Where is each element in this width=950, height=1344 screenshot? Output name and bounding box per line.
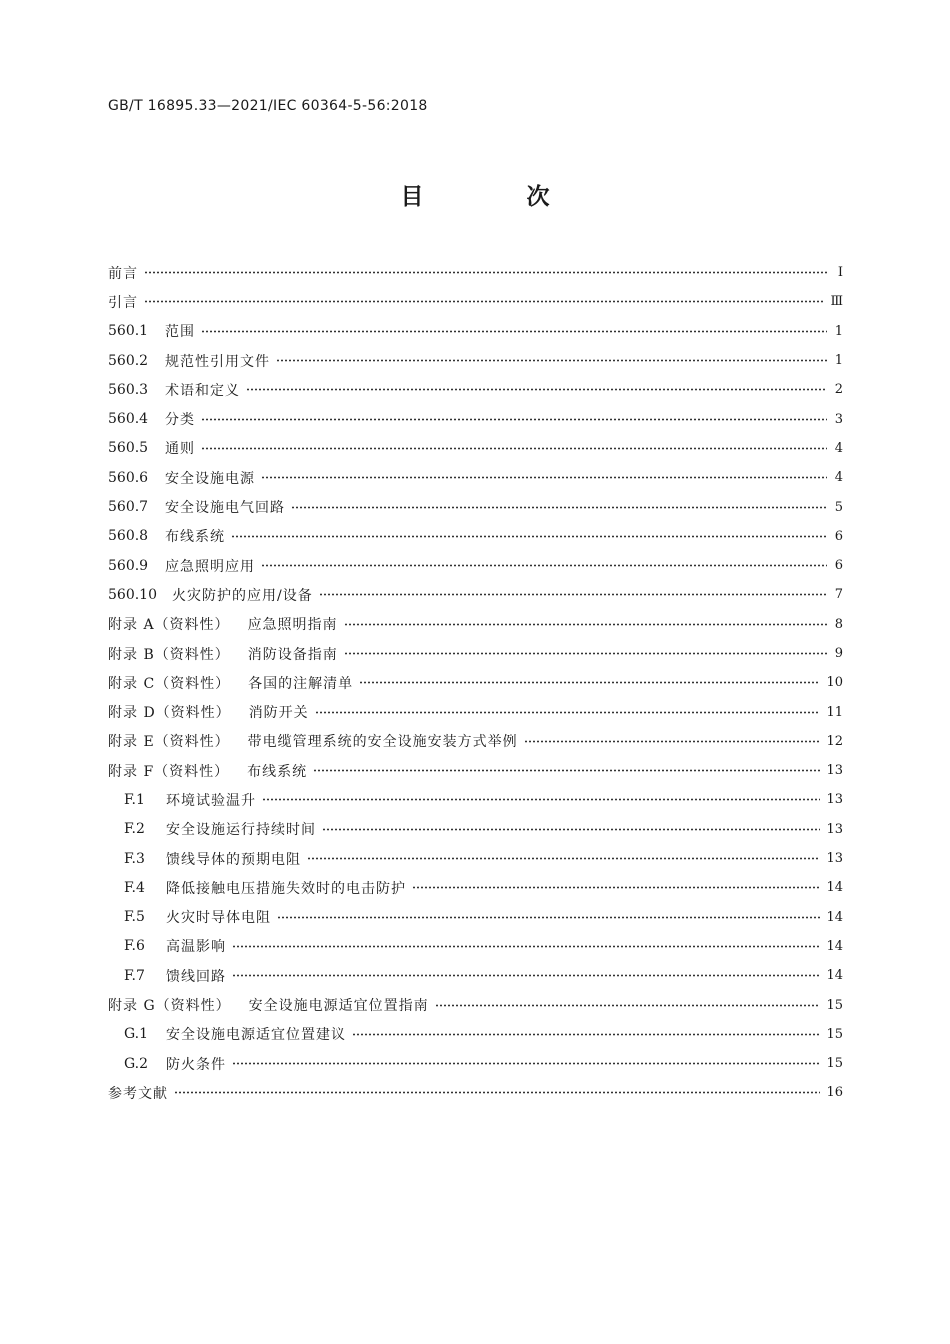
toc-page: 14 <box>826 968 843 984</box>
toc-page: 5 <box>834 499 843 515</box>
toc-label: 安全设施电源 <box>165 470 255 487</box>
toc-label: 防火条件 <box>166 1056 226 1073</box>
toc-page: 13 <box>826 821 843 837</box>
toc-page: 15 <box>826 1056 843 1072</box>
toc-label: 范围 <box>165 324 195 341</box>
toc-page: 4 <box>834 440 843 456</box>
toc-entry[interactable] <box>108 522 843 551</box>
toc-subentry[interactable] <box>108 1020 843 1049</box>
standard-code-header: GB/T 16895.33—2021/IEC 60364-5-56:2018 <box>108 98 428 114</box>
toc-page: 7 <box>834 587 843 603</box>
toc-label: 安全设施电源适宜位置指南 <box>248 998 429 1015</box>
toc-page: 11 <box>826 704 843 720</box>
toc-subentry[interactable] <box>108 844 843 873</box>
toc-page: 14 <box>826 938 843 954</box>
toc-entry-appendix[interactable] <box>108 639 843 668</box>
dot-leader <box>344 623 827 626</box>
dot-leader <box>524 740 821 743</box>
toc-number: 560.10 <box>108 586 157 603</box>
toc-number: F.2 <box>124 821 145 838</box>
dot-leader <box>231 535 827 538</box>
toc-entry-appendix[interactable] <box>108 756 843 785</box>
toc-page: 14 <box>826 880 843 896</box>
toc-appendix-number: 附录 E（资料性） <box>108 734 230 751</box>
dot-leader <box>344 652 827 655</box>
toc-page: 13 <box>826 851 843 867</box>
toc-page: 2 <box>834 382 843 398</box>
dot-leader <box>277 916 820 919</box>
toc-label: 消防开关 <box>248 705 309 722</box>
toc-appendix-number: 附录 C（资料性） <box>108 675 231 692</box>
toc-label: 通则 <box>165 441 195 458</box>
toc-page: 15 <box>826 997 843 1013</box>
toc-page: Ⅲ <box>830 294 843 310</box>
toc-page: 1 <box>834 323 843 339</box>
dot-leader <box>307 857 820 860</box>
toc-label: 降低接触电压措施失效时的电击防护 <box>166 880 406 897</box>
dot-leader <box>352 1033 820 1036</box>
toc-page: 12 <box>826 733 843 749</box>
toc-entry[interactable] <box>108 463 843 492</box>
dot-leader <box>246 388 827 391</box>
toc-appendix-number: 附录 B（资料性） <box>108 646 230 663</box>
toc-entry[interactable] <box>108 434 843 463</box>
toc-label: 各国的注解清单 <box>248 675 354 692</box>
toc-page: 8 <box>834 616 843 632</box>
toc-appendix-number: 附录 D（资料性） <box>108 705 231 722</box>
toc-subentry[interactable] <box>108 873 843 902</box>
toc-number: 560.2 <box>108 352 149 369</box>
toc-label: 带电缆管理系统的安全设施安装方式举例 <box>247 734 518 751</box>
toc-number: 560.7 <box>108 499 149 516</box>
toc-number: 560.5 <box>108 440 149 457</box>
dot-leader <box>261 476 827 479</box>
dot-leader <box>201 447 827 450</box>
table-of-contents <box>108 258 843 1108</box>
toc-entry-appendix[interactable] <box>108 668 843 697</box>
dot-leader <box>201 330 827 333</box>
dot-leader <box>291 506 827 509</box>
toc-subentry[interactable] <box>108 785 843 814</box>
toc-entry[interactable] <box>108 258 843 287</box>
toc-label: 布线系统 <box>247 763 308 780</box>
toc-number: 560.9 <box>108 557 149 574</box>
toc-label: 安全设施电源适宜位置建议 <box>166 1027 346 1044</box>
toc-number: G.1 <box>124 1026 149 1043</box>
toc-page: 16 <box>826 1085 843 1101</box>
toc-page: Ⅰ <box>837 265 843 281</box>
dot-leader <box>262 798 820 801</box>
toc-page: 6 <box>834 528 843 544</box>
toc-entry-appendix[interactable] <box>108 610 843 639</box>
toc-entry-appendix[interactable] <box>108 697 843 726</box>
dot-leader <box>232 974 820 977</box>
dot-leader <box>315 711 821 714</box>
dot-leader <box>261 564 827 567</box>
toc-number: F.4 <box>124 879 145 896</box>
toc-appendix-number: 附录 G（资料性） <box>108 998 231 1015</box>
toc-label: 参考文献 <box>108 1085 168 1102</box>
toc-label: 应急照明应用 <box>165 558 255 575</box>
dot-leader <box>232 945 820 948</box>
toc-label: 高温影响 <box>166 939 226 956</box>
toc-entry[interactable] <box>108 346 843 375</box>
toc-label: 火灾时导体电阻 <box>166 910 271 927</box>
toc-page: 9 <box>834 646 843 661</box>
toc-page: 13 <box>826 792 843 808</box>
dot-leader <box>412 886 820 889</box>
toc-label: 安全设施电气回路 <box>165 500 285 517</box>
toc-entry[interactable] <box>108 375 843 404</box>
toc-subentry[interactable] <box>108 961 843 990</box>
toc-subentry[interactable] <box>108 815 843 844</box>
toc-page: 6 <box>834 558 843 574</box>
toc-page: 15 <box>826 1026 843 1042</box>
toc-entry[interactable] <box>108 404 843 433</box>
toc-entry[interactable] <box>108 287 843 316</box>
dot-leader <box>174 1091 820 1094</box>
toc-entry[interactable] <box>108 580 843 609</box>
toc-entry-appendix[interactable] <box>108 990 843 1019</box>
dot-leader <box>276 359 827 362</box>
toc-number: F.3 <box>124 850 145 867</box>
toc-subentry[interactable] <box>108 1049 843 1078</box>
dot-leader <box>322 828 820 831</box>
toc-page: 10 <box>826 675 843 691</box>
dot-leader <box>144 300 824 303</box>
toc-number: F.1 <box>124 791 145 808</box>
toc-label: 安全设施运行持续时间 <box>166 822 316 839</box>
toc-number: 560.1 <box>108 323 149 340</box>
toc-page: 3 <box>834 411 843 427</box>
dot-leader <box>359 681 820 684</box>
toc-label: 应急照明指南 <box>247 617 338 634</box>
toc-appendix-number: 附录 A（资料性） <box>108 617 230 634</box>
toc-label: 馈线回路 <box>166 968 226 985</box>
toc-label: 引言 <box>108 294 138 311</box>
toc-number: 560.3 <box>108 381 149 398</box>
toc-subentry[interactable] <box>108 903 843 932</box>
toc-label: 术语和定义 <box>165 382 240 399</box>
toc-number: 560.8 <box>108 528 149 545</box>
toc-label: 布线系统 <box>165 529 225 546</box>
dot-leader <box>144 271 827 274</box>
page-title: 目 次 <box>400 184 590 210</box>
toc-page: 4 <box>834 470 843 486</box>
toc-page: 1 <box>834 353 843 369</box>
toc-subentry[interactable] <box>108 932 843 961</box>
toc-page: 14 <box>826 909 843 925</box>
dot-leader <box>313 769 820 772</box>
toc-number: F.6 <box>124 938 145 955</box>
toc-entry[interactable] <box>108 1078 843 1107</box>
toc-entry[interactable] <box>108 317 843 346</box>
toc-entry-appendix[interactable] <box>108 727 843 756</box>
dot-leader <box>435 1004 821 1007</box>
toc-label: 馈线导体的预期电阻 <box>166 851 301 868</box>
toc-label: 消防设备指南 <box>247 646 338 663</box>
dot-leader <box>232 1062 820 1065</box>
toc-appendix-number: 附录 F（资料性） <box>108 763 230 780</box>
toc-number: G.2 <box>124 1055 149 1072</box>
toc-label: 前言 <box>108 265 138 282</box>
toc-number: F.5 <box>124 909 145 926</box>
dot-leader <box>319 593 827 596</box>
toc-entry[interactable] <box>108 551 843 580</box>
toc-label: 环境试验温升 <box>166 792 256 809</box>
toc-number: F.7 <box>124 967 145 984</box>
toc-page: 13 <box>826 763 843 779</box>
toc-number: 560.6 <box>108 469 149 486</box>
toc-number: 560.4 <box>108 411 149 428</box>
toc-label: 火灾防护的应用/设备 <box>172 587 313 604</box>
toc-entry[interactable] <box>108 492 843 521</box>
toc-label: 分类 <box>165 412 195 429</box>
dot-leader <box>201 418 827 421</box>
toc-label: 规范性引用文件 <box>165 353 270 370</box>
